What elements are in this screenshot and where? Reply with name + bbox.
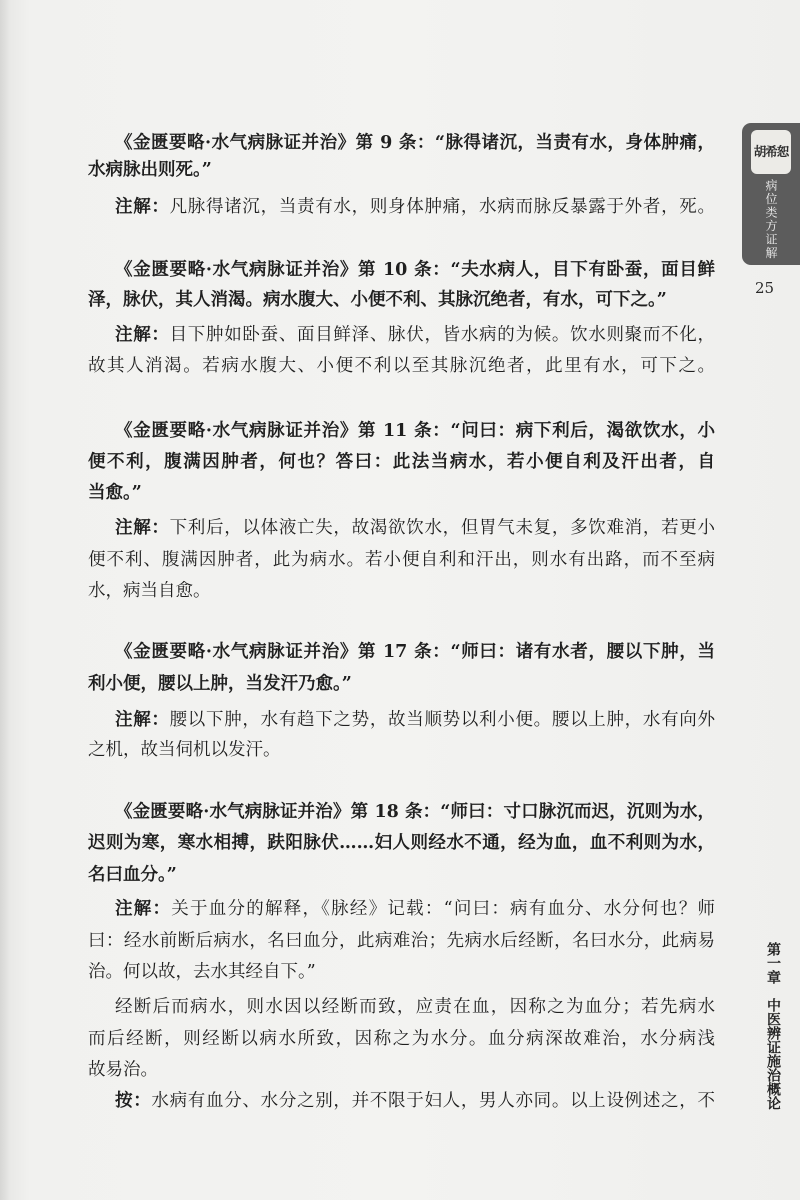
annotation-line xyxy=(88,513,715,543)
source-quote-line: 便不利，腹满因肿者，何也？答曰：此法当病水，若小便自利及汗出者，自 xyxy=(88,452,715,472)
source-quote-line: 迟则为寒，寒水相搏，趺阳脉伏……妇人则经水不通，经为血，血不利则为水， xyxy=(88,833,715,853)
annotation-label: 注解： xyxy=(115,325,170,345)
commentary-line: 而后经断，则经断以病水所致，因称之为水分。血分病深故难治，水分病浅 xyxy=(88,1029,715,1049)
annotation-line: 治。何以故，去水其经自下。” xyxy=(88,962,316,982)
remark-line xyxy=(88,1086,715,1116)
annotation-text: 关于血分的解释，《脉经》记载：“问曰：病有血分、水分何也？师 xyxy=(171,899,715,919)
commentary-line: 经断后而病水，则水因以经断而致，应责在血，因称之为血分；若先病水 xyxy=(115,997,715,1017)
remark-label: 按： xyxy=(115,1091,152,1111)
source-quote-line: 《金匮要略·水气病脉证并治》第 18 条：“师曰：寸口脉沉而迟，沉则为水， xyxy=(115,802,715,822)
annotation-line: 故其人消渴。若病水腹大、小便不利以至其脉沉绝者，此里有水，可下之。 xyxy=(88,356,715,376)
series-tab xyxy=(742,123,800,265)
commentary-line: 故易治。 xyxy=(88,1060,158,1080)
series-title: 病位类方证解 xyxy=(764,179,778,260)
page-number: 25 xyxy=(755,279,775,297)
annotation-line xyxy=(88,192,715,222)
annotation-line xyxy=(88,894,715,924)
source-quote-line: 名曰血分。” xyxy=(88,865,177,885)
remark-text: 水病有血分、水分之别，并不限于妇人，男人亦同。以上设例述之，不 xyxy=(151,1091,715,1111)
annotation-text: 下利后，以体液亡失，故渴欲饮水，但胃气未复，多饮难消，若更小 xyxy=(169,518,715,538)
author-seal: 胡希恕 xyxy=(751,130,791,174)
annotation-text: 目下肿如卧蚕、面目鲜泽、脉伏，皆水病的为候。饮水则聚而不化， xyxy=(169,325,715,345)
chapter-number: 第一章 xyxy=(765,942,781,984)
annotation-label: 注解： xyxy=(115,197,170,217)
annotation-line: 曰：经水前断后病水，名曰血分，此病难治；先病水后经断，名曰水分，此病易 xyxy=(88,931,715,951)
annotation-label: 注解： xyxy=(115,518,170,538)
source-quote-line: 当愈。” xyxy=(88,483,142,503)
annotation-text: 凡脉得诸沉，当责有水，则身体肿痛，水病而脉反暴露于外者，死。 xyxy=(169,197,715,217)
annotation-line: 之机，故当伺机以发汗。 xyxy=(88,740,281,760)
source-quote-line: 《金匮要略·水气病脉证并治》第 11 条：“问曰：病下利后，渴欲饮水，小 xyxy=(115,421,715,441)
annotation-line: 便不利、腹满因肿者，此为病水。若小便自利和汗出，则水有出路，而不至病 xyxy=(88,550,715,570)
source-quote-line: 利小便，腰以上肿，当发汗乃愈。” xyxy=(88,674,352,694)
source-quote-line: 泽，脉伏，其人消渴。病水腹大、小便不利、其脉沉绝者，有水，可下之。” xyxy=(88,290,667,310)
annotation-line: 水，病当自愈。 xyxy=(88,581,211,601)
annotation-label: 注解： xyxy=(115,899,172,919)
source-quote-line: 《金匮要略·水气病脉证并治》第 10 条：“夫水病人，目下有卧蚕，面目鲜 xyxy=(115,260,715,280)
source-quote-line: 《金匮要略·水气病脉证并治》第 17 条：“师曰：诸有水者，腰以下肿，当 xyxy=(115,642,715,662)
chapter-title: 中医辨证施治概论 xyxy=(765,998,781,1110)
annotation-line xyxy=(88,320,715,350)
annotation-text: 腰以下肿，水有趋下之势，故当顺势以利小便。腰以上肿，水有向外 xyxy=(169,710,715,730)
annotation-label: 注解： xyxy=(115,710,170,730)
source-quote-line: 《金匮要略·水气病脉证并治》第 9 条：“脉得诸沉，当责有水，身体肿痛， xyxy=(115,133,715,153)
annotation-line xyxy=(88,705,715,735)
source-quote-line: 水病脉出则死。” xyxy=(88,160,212,180)
